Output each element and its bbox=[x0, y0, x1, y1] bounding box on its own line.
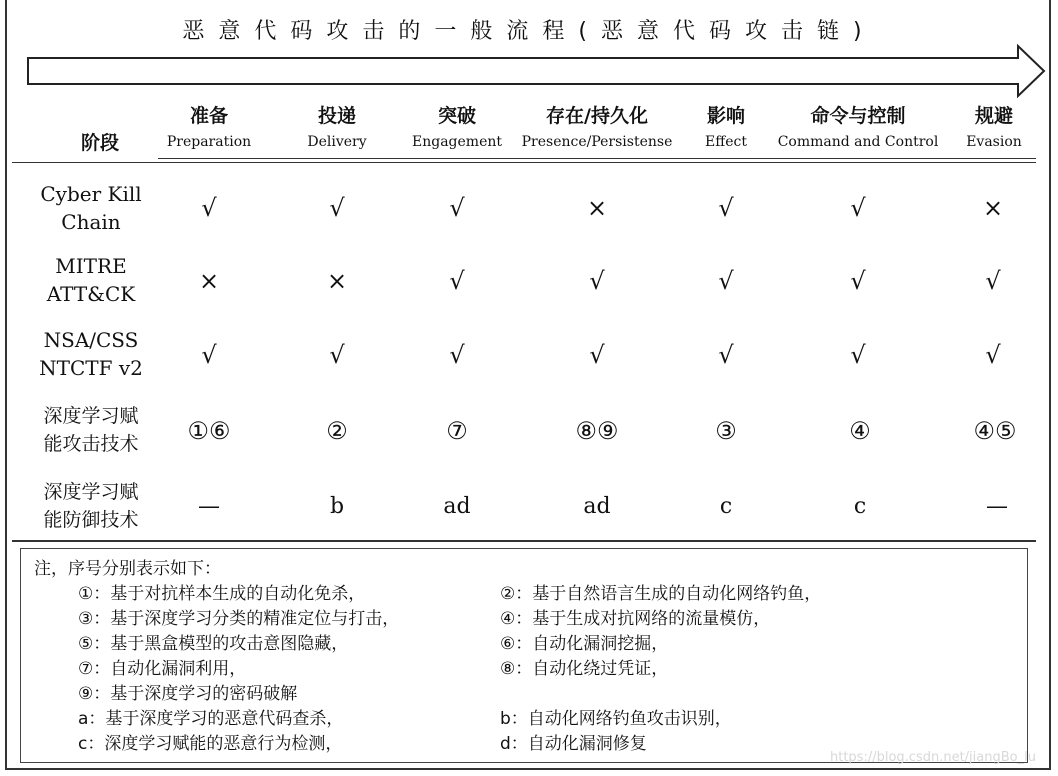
stage-zh: 命令与控制 bbox=[810, 105, 906, 127]
note-item: ⑨：基于深度学习的密码破解 bbox=[78, 684, 298, 704]
row-label-line: Chain bbox=[61, 210, 121, 234]
cell-mark: √ bbox=[589, 267, 605, 295]
cell-mark: √ bbox=[449, 267, 465, 295]
cell-mark: c bbox=[719, 494, 733, 519]
frame-bottom-border bbox=[5, 768, 1051, 770]
cell-mark: √ bbox=[850, 341, 866, 369]
stage-header-preparation bbox=[150, 104, 268, 152]
cell-mark: × bbox=[586, 194, 608, 222]
process-arrow bbox=[26, 44, 1050, 98]
cell-mark: √ bbox=[850, 267, 866, 295]
row-label-line: MITRE bbox=[55, 254, 127, 278]
stage-en: Effect bbox=[705, 134, 747, 150]
cell-mark: √ bbox=[589, 341, 605, 369]
cell-mark: √ bbox=[201, 341, 217, 369]
stage-en: Delivery bbox=[307, 134, 367, 150]
cell-mark: ⑧⑨ bbox=[575, 417, 619, 445]
cell-mark: b bbox=[329, 494, 345, 519]
stage-zh: 影响 bbox=[706, 105, 745, 127]
cell-mark: ② bbox=[326, 417, 348, 445]
stage-zh: 突破 bbox=[437, 105, 476, 127]
row-label-dl-defense bbox=[20, 478, 162, 534]
row-label-line: 深度学习赋 bbox=[43, 481, 139, 503]
cell-mark: √ bbox=[985, 267, 1001, 295]
frame-right-border bbox=[1049, 0, 1051, 770]
stage-header-delivery bbox=[278, 104, 396, 152]
table-bottom-rule bbox=[12, 540, 1036, 542]
note-item: a：基于深度学习的恶意代码查杀， bbox=[78, 709, 344, 729]
cell-mark: √ bbox=[718, 267, 734, 295]
row-label-nsa-css-ntctf bbox=[20, 326, 162, 382]
note-item: ⑤：基于黑盒模型的攻击意图隐藏， bbox=[78, 634, 349, 654]
row-label-line: NSA/CSS bbox=[43, 328, 139, 352]
stage-header-command-control bbox=[770, 104, 946, 152]
note-item: ②：基于自然语言生成的自动化网络钓鱼， bbox=[500, 584, 822, 604]
note-item: ⑧：自动化绕过凭证， bbox=[500, 659, 669, 679]
cell-mark: √ bbox=[850, 194, 866, 222]
row-label-line: ATT&CK bbox=[46, 282, 136, 306]
cell-mark: × bbox=[326, 267, 348, 295]
cell-mark: ad bbox=[443, 494, 471, 519]
cell-mark: √ bbox=[985, 341, 1001, 369]
cell-mark: c bbox=[853, 494, 867, 519]
cell-mark: ④⑤ bbox=[973, 417, 1017, 445]
cell-mark: ①⑥ bbox=[187, 417, 231, 445]
note-item: ④：基于生成对抗网络的流量模仿， bbox=[500, 609, 771, 629]
notes-header: 注，序号分别表示如下： bbox=[34, 559, 221, 579]
note-item: c：深度学习赋能的恶意行为检测， bbox=[78, 734, 343, 754]
cell-mark: ad bbox=[583, 494, 611, 519]
header-rule-lower bbox=[12, 162, 1036, 163]
row-label-line: 能攻击技术 bbox=[43, 433, 139, 455]
row-label-line: 深度学习赋 bbox=[43, 405, 139, 427]
row-label-dl-attack bbox=[20, 402, 162, 458]
note-item: ⑥：自动化漏洞挖掘， bbox=[500, 634, 669, 654]
row-label-line: 能防御技术 bbox=[43, 509, 139, 531]
stage-en: Command and Control bbox=[777, 134, 939, 150]
stage-zh: 投递 bbox=[317, 105, 356, 127]
stage-header-engagement bbox=[398, 104, 516, 152]
stage-en: Evasion bbox=[966, 134, 1022, 150]
stage-header-evasion bbox=[944, 104, 1044, 152]
note-item: b：自动化网络钓鱼攻击识别， bbox=[500, 709, 732, 729]
cell-mark: √ bbox=[329, 341, 345, 369]
stage-en: Presence/Persistense bbox=[521, 134, 673, 150]
frame-left-border bbox=[5, 0, 7, 770]
cell-mark: √ bbox=[329, 194, 345, 222]
row-label-line: Cyber Kill bbox=[40, 182, 142, 206]
stage-header-presence bbox=[516, 104, 678, 152]
stage-en: Engagement bbox=[412, 134, 502, 150]
cell-mark: × bbox=[198, 267, 220, 295]
note-item: ⑦：自动化漏洞利用， bbox=[78, 659, 247, 679]
cell-mark: √ bbox=[201, 194, 217, 222]
cell-mark: × bbox=[982, 194, 1004, 222]
cell-mark: √ bbox=[449, 341, 465, 369]
stage-header-label: 阶段 bbox=[80, 132, 119, 154]
note-item: ③：基于深度学习分类的精准定位与打击， bbox=[78, 609, 400, 629]
row-label-mitre-attack bbox=[20, 252, 162, 308]
header-rule-upper bbox=[158, 158, 1036, 159]
watermark: https://blog.csdn.net/jiangBo_lu bbox=[830, 750, 1036, 765]
cell-mark: — bbox=[198, 494, 220, 519]
cell-mark: √ bbox=[718, 341, 734, 369]
cell-mark: — bbox=[986, 494, 1008, 519]
stage-zh: 准备 bbox=[189, 105, 228, 127]
page-title: 恶意代码攻击的一般流程(恶意代码攻击链) bbox=[182, 19, 876, 44]
cell-mark: ⑦ bbox=[446, 417, 468, 445]
row-label-line: NTCTF v2 bbox=[39, 356, 143, 380]
cell-mark: √ bbox=[718, 194, 734, 222]
note-item: ①：基于对抗样本生成的自动化免杀， bbox=[78, 584, 366, 604]
cell-mark: ③ bbox=[715, 417, 737, 445]
cell-mark: ④ bbox=[849, 417, 871, 445]
note-item: d：自动化漏洞修复 bbox=[500, 734, 647, 754]
stage-header-effect bbox=[676, 104, 776, 152]
stage-en: Preparation bbox=[166, 134, 252, 150]
cell-mark: √ bbox=[449, 194, 465, 222]
row-label-cyber-kill-chain bbox=[20, 180, 162, 236]
stage-zh: 规避 bbox=[974, 105, 1013, 127]
stage-zh: 存在/持久化 bbox=[546, 105, 648, 127]
